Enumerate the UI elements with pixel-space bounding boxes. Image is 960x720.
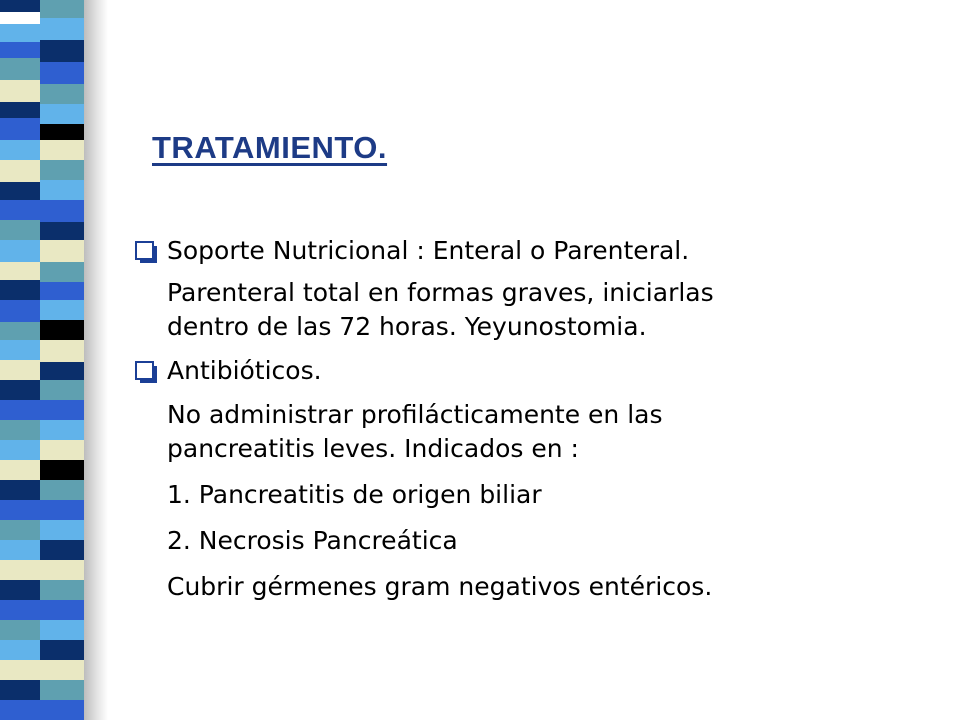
stripe-segment [40, 160, 84, 180]
stripe-segment [40, 62, 84, 84]
stripe-segment [0, 360, 40, 380]
stripe-segment [40, 640, 84, 660]
stripe-segment [40, 320, 84, 340]
bullet-text: Soporte Nutricional : Enteral o Parenteral. [167, 236, 690, 265]
stripe-segment [0, 240, 40, 262]
stripe-segment [0, 140, 40, 160]
stripe-column [40, 0, 84, 720]
checkbox-bullet-icon [135, 361, 154, 380]
stripe-segment [40, 140, 84, 160]
stripe-segment [40, 520, 84, 540]
bullet-item-antibiotics [131, 354, 831, 388]
stripe-segment [40, 580, 84, 600]
content-area [131, 234, 831, 604]
stripe-segment [0, 182, 40, 200]
stripe-segment [0, 58, 40, 80]
stripe-segment [40, 560, 84, 580]
stripe-column [0, 0, 40, 720]
stripe-segment [0, 560, 40, 580]
stripe-segment [40, 222, 84, 240]
stripe-segment [0, 440, 40, 460]
text-line: Cubrir gérmenes gram negativos entéricos. [167, 572, 713, 601]
stripe-segment [0, 700, 40, 720]
stripe-segment [40, 620, 84, 640]
bullet-text: Antibióticos. [167, 356, 322, 385]
stripe-segment [0, 620, 40, 640]
stripe-segment [0, 480, 40, 500]
stripe-segment [0, 500, 40, 520]
body-text-parenteral [131, 276, 831, 344]
stripe-segment [40, 660, 84, 680]
text-line: 1. Pancreatitis de origen biliar [167, 480, 542, 509]
stripe-segment [0, 600, 40, 620]
stripe-segment [0, 160, 40, 182]
list-item-necrosis [131, 524, 831, 558]
stripe-segment [40, 400, 84, 420]
stripe-segment [0, 80, 40, 102]
stripe-segment [0, 220, 40, 240]
stripe-segment [0, 200, 40, 220]
text-line: No administrar profilácticamente en las [167, 400, 663, 429]
stripe-segment [40, 420, 84, 440]
text-line: pancreatitis leves. Indicados en : [167, 434, 579, 463]
stripe-segment [0, 0, 40, 12]
bullet-item-nutrition [131, 234, 831, 268]
stripe-segment [0, 540, 40, 560]
stripe-segment [0, 102, 40, 118]
stripe-segment [0, 340, 40, 360]
stripe-segment [40, 0, 84, 18]
text-line: Parenteral total en formas graves, iniciarlas [167, 278, 714, 307]
checkbox-bullet-icon [135, 241, 154, 260]
stripe-segment [0, 580, 40, 600]
stripe-segment [40, 362, 84, 380]
stripe-segment [0, 12, 40, 24]
stripe-segment [40, 540, 84, 560]
stripe-segment [40, 600, 84, 620]
stripe-segment [0, 520, 40, 540]
stripe-segment [0, 262, 40, 280]
stripe-segment [40, 700, 84, 720]
stripe-segment [40, 262, 84, 282]
stripe-segment [40, 300, 84, 320]
body-text-coverage [131, 570, 831, 604]
stripe-segment [40, 84, 84, 104]
stripe-segment [40, 500, 84, 520]
stripe-segment [0, 680, 40, 700]
stripe-segment [40, 480, 84, 500]
stripe-segment [0, 300, 40, 322]
stripe-segment [0, 118, 40, 140]
stripe-segment [0, 42, 40, 58]
stripe-segment [0, 280, 40, 300]
stripe-segment [40, 124, 84, 140]
stripe-segment [40, 440, 84, 460]
stripe-segment [0, 460, 40, 480]
decorative-stripe-bar [0, 0, 108, 720]
stripe-segment [40, 104, 84, 124]
stripe-segment [0, 322, 40, 340]
stripe-segment [40, 340, 84, 362]
stripe-segment [40, 180, 84, 200]
stripe-segment [40, 18, 84, 40]
stripe-segment [40, 240, 84, 262]
text-line: 2. Necrosis Pancreática [167, 526, 458, 555]
stripe-segment [0, 660, 40, 680]
slide-title: TRATAMIENTO. [152, 130, 388, 165]
stripe-shadow [84, 0, 108, 720]
stripe-segment [40, 680, 84, 700]
stripe-segment [40, 380, 84, 400]
stripe-segment [0, 420, 40, 440]
text-line: dentro de las 72 horas. Yeyunostomia. [167, 312, 647, 341]
stripe-segment [40, 200, 84, 222]
stripe-segment [40, 460, 84, 480]
stripe-segment [0, 24, 40, 42]
body-text-prophylaxis [131, 398, 831, 466]
stripe-segment [0, 640, 40, 660]
stripe-segment [0, 380, 40, 400]
list-item-biliary [131, 478, 831, 512]
stripe-segment [40, 40, 84, 62]
stripe-segment [40, 282, 84, 300]
stripe-segment [0, 400, 40, 420]
